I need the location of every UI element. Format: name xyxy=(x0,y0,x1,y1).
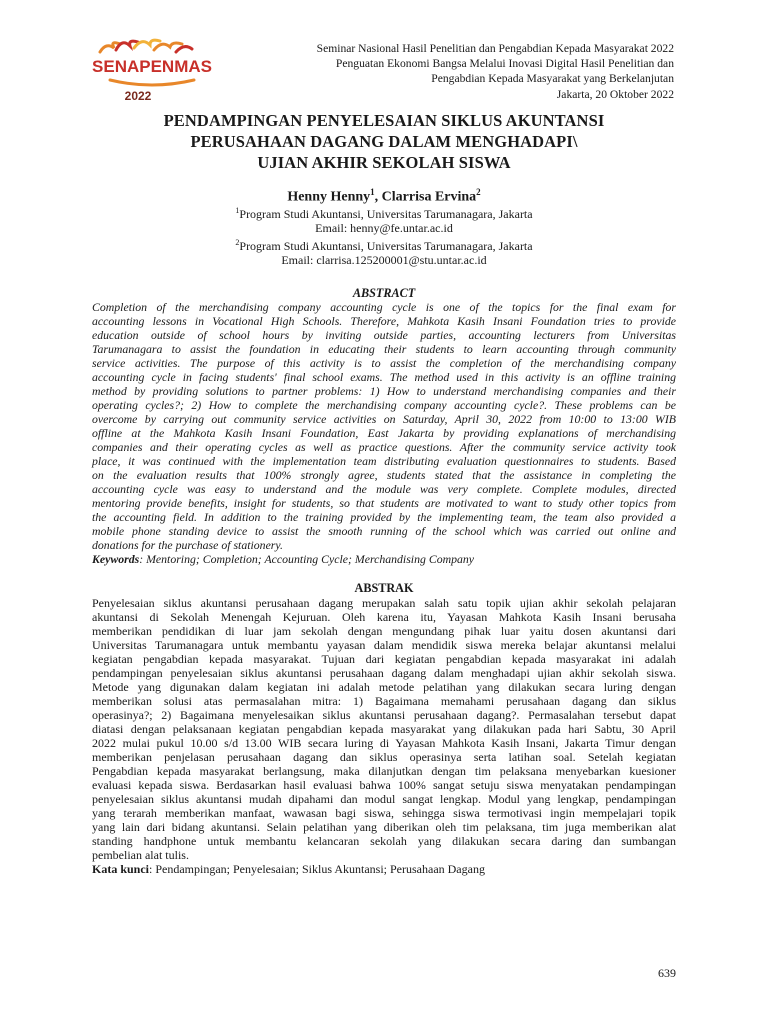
abstrak-line: Metode yang digunakan dalam kegiatan ini adalah metode pelatihan yang dilakukan secara luring dengan xyxy=(92,680,676,695)
abstrak-line: standing handphone untuk membantu kelancaran sekolah yang dilakukan secara daring dan sumbangan xyxy=(92,834,676,849)
kata-kunci-text: : Pendampingan; Penyelesaian; Siklus Akuntansi; Perusahaan Dagang xyxy=(149,862,485,877)
kata-kunci-label: Kata kunci xyxy=(92,862,150,877)
abstrak-line: Pengabdian kepada masyarakat berlangsung, maka dilanjutkan dengan tim pelaksana menyebarkan kuesioner xyxy=(92,764,676,779)
abstract-line: the accounting field. In addition to the training provided by the implementing team, the team also provided a xyxy=(92,510,676,525)
author-name: Henny Henny xyxy=(287,189,371,205)
abstract-line: mentoring provide benefits, insight for students, so that students are motivated to want to study other topics from xyxy=(92,496,676,511)
logo-year: 2022 xyxy=(124,89,152,103)
abstract-line: offline at the Mahkota Kasih Insani Foundation, East Jakarta by providing explanations of merchandising xyxy=(92,426,676,441)
logo-swoosh xyxy=(110,80,194,85)
logo-crown-icon xyxy=(100,40,192,52)
abstrak-line: Penyelesaian siklus akuntansi perusahaan dagang merupakan salah satu topik ujian akhir sekolah pelajaran xyxy=(92,596,676,610)
keywords-label: Keywords xyxy=(92,552,140,567)
author-affil-marker: 2 xyxy=(476,187,481,197)
abstract-line: operating cycles?; 2) How to complete the merchandising company accounting cycle?. These problems can be xyxy=(92,398,676,413)
conference-header xyxy=(234,41,674,102)
abstrak-line: operasinya?; 2) Bagaimana menyelesaikan siklus akuntansi perusahaan dagang?. Permasalahan tersebut dapat xyxy=(92,708,676,723)
conference-date: Jakarta, 20 Oktober 2022 xyxy=(556,87,674,101)
abstrak-line: 2022 mulai pukul 10.00 s/d 13.00 WIB secara luring di Yayasan Mahkota Kasih Insani, Jakarta Timur dengan xyxy=(92,736,676,751)
abstrak-line: pembelian alat tulis. xyxy=(92,848,189,863)
abstrak-line: penyelesaian siklus akuntansi mudah dipahami dan modul sangat lengkap. Modul yang lengkap, pendampingan xyxy=(92,792,676,807)
affiliation xyxy=(92,204,676,221)
abstract-line: accounting lessons in Vocational High Schools. Therefore, Mahkota Kasih Insani Foundation tries to provide xyxy=(92,314,676,329)
senapenmas-logo xyxy=(92,38,212,104)
author-email: Email: henny@fe.untar.ac.id xyxy=(315,221,453,236)
affiliation xyxy=(92,236,676,253)
abstrak-line: memberikan penjelasan perusahaan dagang dan siklus operasinya serta latihan soal. Setelah kegiatan xyxy=(92,750,676,765)
abstrak-line: memberikan pendidikan di luar jam sekolah dengan mengundang pihak luar yaitu dosen akuntansi dari xyxy=(92,624,676,639)
abstrak-heading: ABSTRAK xyxy=(354,581,414,595)
abstract-line: education outside of school hours by inviting outside parties, accounting lecturers from Universitas xyxy=(92,328,676,343)
abstract-line: on the evaluation results that 100% strongly agree, students stated that the assistance in completing the xyxy=(92,468,676,483)
affiliation-text: Program Studi Akuntansi, Universitas Tarumanagara, Jakarta xyxy=(239,238,533,253)
paper-title xyxy=(92,110,676,173)
author-separator: , xyxy=(374,189,382,205)
abstrak-line: akuntansi di Sekolah Menengah Kejuruan. Oleh karena itu, Yayasan Mahkota Kasih Insani berusaha xyxy=(92,610,676,625)
abstrak-line: pendampingan penyelesaian siklus akuntansi perusahaan dagang dalam menghadapi ujian akhir sekolah siswa. xyxy=(92,666,676,681)
author-email: Email: clarrisa.125200001@stu.untar.ac.id xyxy=(281,252,487,267)
abstrak-line: kegiatan pengabdian kepada masyarakat. Tujuan dari kegiatan pengabdian kepada masyarakat ini adalah xyxy=(92,652,676,667)
abstract-line: companies and their operating cycles as well as practice questions. After the community service activity took xyxy=(92,440,676,455)
abstract-line: service activities. The purpose of this activity is to assist the completion of the merchandising company xyxy=(92,356,676,371)
abstrak-keywords xyxy=(92,862,676,876)
abstract-line: overcome by carrying out community service activities on Saturday, April 30, 2022 from 10:00 to 13:00 WIB xyxy=(92,412,676,427)
logo-wordmark: SENAPENMAS xyxy=(92,57,212,76)
abstract-line: accounting cycle was easy to understand and the module was very complete. Complete modules, directed xyxy=(92,482,676,497)
affiliations xyxy=(92,204,676,267)
title-line: PENDAMPINGAN PENYELESAIAN SIKLUS AKUNTANSI xyxy=(163,111,605,130)
conference-line: Penguatan Ekonomi Bangsa Melalui Inovasi Digital Hasil Penelitian dan xyxy=(335,57,674,71)
title-line: UJIAN AKHIR SEKOLAH SISWA xyxy=(257,153,511,172)
page-number: 639 xyxy=(658,966,676,980)
abstract-line: accounting cycle in facing students' final school exams. The method used in this activity is an offline training xyxy=(92,370,676,385)
conference-line: Pengabdian Kepada Masyarakat yang Berkelanjutan xyxy=(431,72,674,86)
abstrak-line: yang lain dari bidang akuntansi. Selain pelatihan yang diberikan oleh tim pelaksana, tim juga memberikan alat xyxy=(92,820,676,835)
author-affil-marker: 1 xyxy=(370,187,375,197)
author-name: Clarrisa Ervina xyxy=(381,189,477,205)
abstract-keywords xyxy=(92,552,676,566)
affiliation-marker: 1 xyxy=(235,206,240,215)
abstract-line: Completion of the merchandising company accounting cycle is one of the topics for the final exam for xyxy=(92,300,676,314)
abstrak-line: memberikan solusi atas permasalahan mitra: 1) Bagaimana memahami perusahaan dagang dan siklus xyxy=(92,694,676,709)
abstrak-line: diatasi dengan pelaksanaan kegiatan pengabdian kepada masyarakat yang dilakukan pada hari Sabtu, 30 April xyxy=(92,722,676,737)
abstract-line: method by providing solutions to partner problems: 1) How to understand merchandising companies and their xyxy=(92,384,676,399)
abstrak-body xyxy=(92,596,676,876)
title-line: PERUSAHAAN DAGANG DALAM MENGHADAPI\ xyxy=(190,132,578,151)
abstract-body xyxy=(92,300,676,566)
abstrak-line: yang terarah memberikan manfaat, wawasan bagi siswa, sehingga siswa termotivasi ingin mempelajari topik xyxy=(92,806,676,821)
abstract-heading: ABSTRACT xyxy=(352,286,416,300)
affiliation-text: Program Studi Akuntansi, Universitas Tarumanagara, Jakarta xyxy=(239,207,533,221)
abstract-line: place, it was continued with the implementation team distributing evaluation questionnaires to students. Based xyxy=(92,454,676,469)
keywords-text: : Mentoring; Completion; Accounting Cycle; Merchandising Company xyxy=(139,552,475,567)
affiliation-marker: 2 xyxy=(235,237,240,247)
abstract-line: mobile phone standing device to assist the smooth running of the school which was carried out online and xyxy=(92,524,676,539)
logo-graphic xyxy=(92,38,212,104)
abstract-line: Tarumanagara to assist the foundation in educating their students to learn accounting through community xyxy=(92,342,676,357)
abstract-line: donations for the purchase of stationery. xyxy=(92,538,283,553)
abstrak-line: evaluasi kepada siswa. Berdasarkan hasil evaluasi bahwa 100% sangat setuju siswa menyatakan pendampingan xyxy=(92,778,676,793)
conference-line: Seminar Nasional Hasil Penelitian dan Pengabdian Kepada Masyarakat 2022 xyxy=(316,42,674,55)
abstrak-line: Universitas Tarumanagara untuk membantu yayasan dalam mendidik siswa mereka belajar akuntansi melalui xyxy=(92,638,676,653)
